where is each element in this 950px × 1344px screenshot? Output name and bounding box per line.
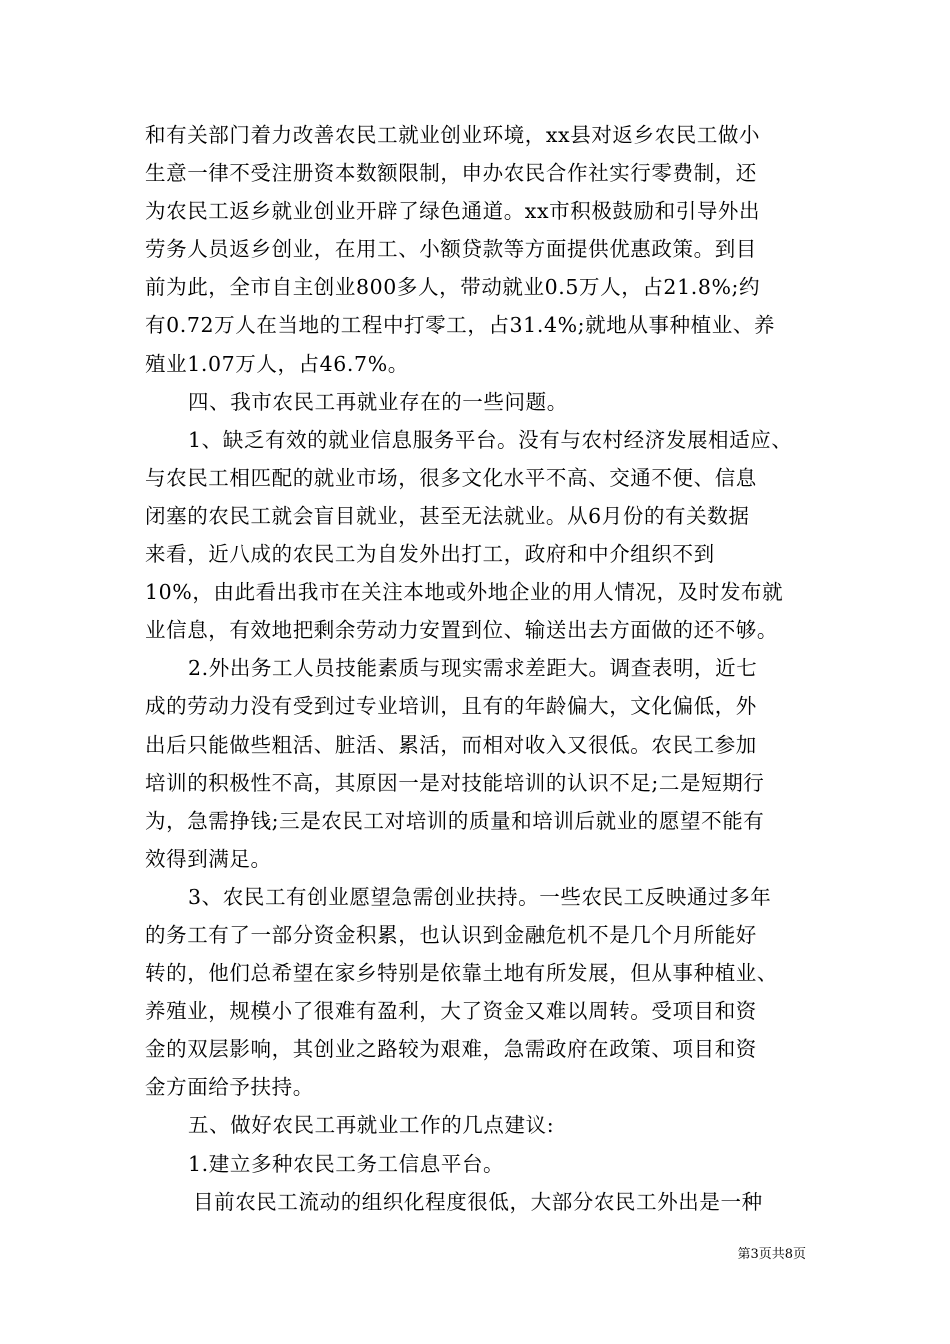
text-line: 成的劳动力没有受到过专业培训，且有的年龄偏大，文化偏低，外 xyxy=(145,694,757,719)
text-line: 生意一律不受注册资本数额限制，申办农民合作社实行零费制，还 xyxy=(145,161,757,186)
text-line: 金的双层影响，其创业之路较为艰难，急需政府在政策、项目和资 xyxy=(145,1037,757,1062)
text-line: 和有关部门着力改善农民工就业创业环境，xx县对返乡农民工做小 xyxy=(145,123,761,147)
text-line: 效得到满足。 xyxy=(145,846,272,871)
text-line: 与农民工相匹配的就业市场，很多文化水平不高、交通不便、信息 xyxy=(145,465,757,490)
text-line: 为农民工返乡就业创业开辟了绿色通道。xx市积极鼓励和引导外出 xyxy=(145,199,761,224)
text-line: 的务工有了一部分资金积累，也认识到金融危机不是几个月所能好 xyxy=(145,922,757,947)
text-line: 业信息，有效地把剩余劳动力安置到位、输送出去方面做的还不够。 xyxy=(145,618,778,643)
text-line: 前为此，全市自主创业800多人，带动就业0.5万人，占21.8%;约 xyxy=(145,275,761,300)
text-line: 出后只能做些粗活、脏活、累活，而相对收入又很低。农民工参加 xyxy=(145,732,757,757)
text-line: 闭塞的农民工就会盲目就业，甚至无法就业。从6月份的有关数据 xyxy=(145,503,750,528)
section-heading: 五、做好农民工再就业工作的几点建议: xyxy=(188,1113,555,1138)
text-line: 为，急需挣钱;三是农民工对培训的质量和培训后就业的愿望不能有 xyxy=(145,808,765,833)
text-line: 劳务人员返乡创业，在用工、小额贷款等方面提供优惠政策。到目 xyxy=(145,237,757,262)
subsection-heading: 1.建立多种农民工务工信息平台。 xyxy=(188,1151,505,1176)
text-line: 3、农民工有创业愿望急需创业扶持。一些农民工反映通过多年 xyxy=(188,884,772,909)
text-line: 有0.72万人在当地的工程中打零工，占31.4%;就地从事种植业、养 xyxy=(145,313,776,338)
document-body xyxy=(145,116,815,1221)
section-heading: 四、我市农民工再就业存在的一些问题。 xyxy=(188,389,568,414)
text-line: 1、缺乏有效的就业信息服务平台。没有与农村经济发展相适应、 xyxy=(188,427,793,452)
text-line: 2.外出务工人员技能素质与现实需求差距大。调查表明，近七 xyxy=(188,656,758,681)
text-line: 目前农民工流动的组织化程度很低，大部分农民工外出是一种 xyxy=(193,1189,763,1214)
text-line: 来看，近八成的农民工为自发外出打工，政府和中介组织不到 xyxy=(145,542,715,567)
text-line: 10%，由此看出我市在关注本地或外地企业的用人情况，及时发布就 xyxy=(145,580,784,605)
page-number: 第3页共8页 xyxy=(737,1247,806,1262)
text-line: 转的，他们总希望在家乡特别是依靠土地有所发展，但从事种植业、 xyxy=(145,961,778,986)
text-line: 养殖业，规模小了很难有盈利，大了资金又难以周转。受项目和资 xyxy=(145,999,757,1024)
text-line: 金方面给予扶持。 xyxy=(145,1075,314,1100)
text-line: 培训的积极性不高，其原因一是对技能培训的认识不足;二是短期行 xyxy=(145,770,765,795)
text-line: 殖业1.07万人，占46.7%。 xyxy=(145,351,409,376)
